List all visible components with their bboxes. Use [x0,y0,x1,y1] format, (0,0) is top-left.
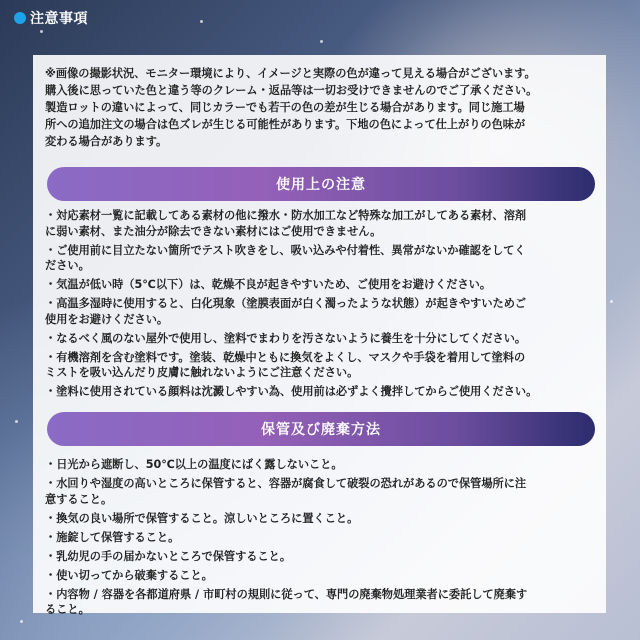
page-title: 注意事項 [30,11,88,27]
list-item: ・塗料に使用されている顔料は沈澱しやすい為、使用前は必ずよく攪拌してからご使用ください。 [45,385,538,398]
list-item: ・施錠して保管すること。 [45,530,180,544]
usage-list [45,208,601,403]
usage-section-header [47,167,595,201]
list-item: ・対応素材一覧に記載してある素材の他に撥水・防水加工など特殊な加工がしてある素材、溶剤 に弱い素材、また油分が除去できない素材にはご使用できません。 [45,209,527,238]
intro-text: ※画像の撮影状況、モニター環境により、イメージと実際の色が違って見える場合がございます。 購入後に思っていた色と違う等のクレーム・返品等は一切お受けできませんのでご了承ください。 製造ロットの違いによって、同じカラーでも若干の色の差が生じる場合があります。同じ施工場 所への追加注文の場合は色ズレが生じる可能性があります。下地の色によって仕上がりの色味が 変わる場合があります。 [45,67,538,148]
list-item: ・換気の良い場所で保管すること。涼しいところに置くこと。 [45,511,359,525]
sparkle-decoration [20,620,23,623]
storage-section-title: 保管及び廃棄方法 [261,422,381,438]
content-panel [33,55,606,616]
sparkle-decoration [320,40,323,43]
list-item: ・ご使用前に目立たない箇所でテスト吹きをし、吸い込みや付着性、異常がないか確認をしてく ださい。 [45,243,526,272]
list-item: ・有機溶剤を含む塗料です。塗装、乾燥中ともに換気をよくし、マスクや手袋を着用して塗料の ミストを吸い込んだり皮膚に触れないようにご注意ください。 [45,350,526,379]
usage-section-title: 使用上の注意 [276,177,366,193]
sparkle-decoration [15,420,18,423]
bullet-dot-icon [14,12,26,24]
header [0,0,640,36]
list-item: ・内容物 / 容器を各都道府県 / 市町村の規則に従って、専門の廃棄物処理業者に委託して廃棄す ること。 [45,587,528,616]
sparkle-decoration [610,300,613,303]
list-item: ・乳幼児の手の届かないところで保管すること。 [45,549,292,563]
list-item: ・気温が低い時（5℃以下）は、乾燥不良が起きやすいため、ご使用をお避けください。 [45,278,492,291]
list-item: ・なるべく風のない屋外で使用し、塗料でまわりを汚さないように養生を十分にしてください。 [45,331,527,345]
list-item: ・日光から遮断し、50℃以上の温度にばく露しないこと。 [45,458,343,471]
storage-section-header [47,412,595,446]
list-item: ・使い切ってから破棄すること。 [45,568,213,582]
list-item: ・水回りや湿度の高いところに保管すると、容器が腐食して破裂の恐れがあるので保管場所に注 意すること。 [45,477,527,506]
storage-list [45,457,601,621]
list-item: ・高温多湿時に使用すると、白化現象（塗膜表面が白く濁ったような状態）が起きやすいためご 使用をお避けください。 [45,297,527,326]
